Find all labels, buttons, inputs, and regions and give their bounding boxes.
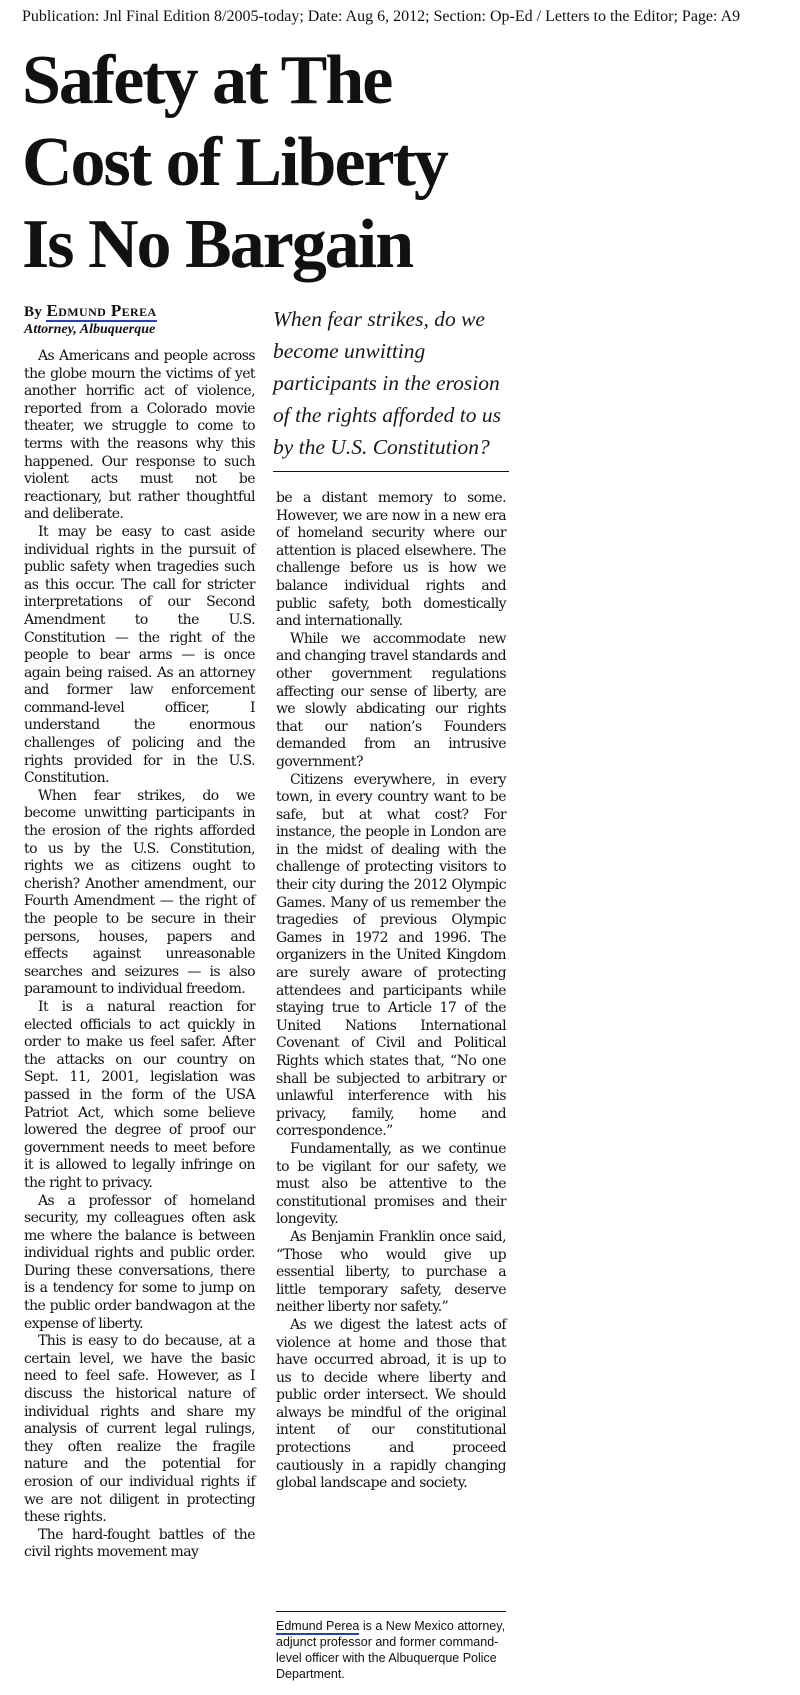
pull-quote: When fear strikes, do we become unwitting participants in the erosion of the rights afforded to us by the U.S. Constitution? <box>273 303 509 472</box>
paragraph: Citizens everywhere, in every town, in every country want to be safe, but at what cost? For instance, the people in London are in the midst of dealing with the challenge of protecting visitors to their city during the 2012 Olympic Games. Many of us remember the tragedies of previous Olympic Games in 1972 and 1996. The organizers in the United Kingdom are surely aware of protecting attendees and participants while staying true to Article 17 of the United Nations International Covenant of Civil and Political Rights which states that, “No one shall be subjected to arbitrary or unlawful interference with his privacy, family, home and correspondence.” <box>276 771 506 1140</box>
paragraph: As a professor of homeland security, my colleagues often ask me where the balance is between individual rights and public order. During these conversations, there is a tendency for some to jump on the public order bandwagon at the expense of liberty. <box>24 1192 255 1332</box>
headline-line-1: Safety at The <box>22 42 392 119</box>
headline-line-3: Is No Bargain <box>22 206 413 283</box>
paragraph: As we digest the latest acts of violence at home and those that have occurred abroad, it is up to us to decide where liberty and public order intersect. We should always be mindful of the original intent of our constitutional protections and proceed cautiously in a rapidly changing global landscape and society. <box>276 1316 506 1492</box>
byline <box>24 301 254 338</box>
article-column-1 <box>24 348 255 1562</box>
author-name: Edmund Perea <box>46 301 157 320</box>
paragraph: It may be easy to cast aside individual rights in the pursuit of public safety when tragedies such as this occur. The call for stricter interpretations of our Second Amendment to the U.S. Constitution — the right of the people to bear arms — is once again being raised. As an attorney and former law enforcement command-level officer, I understand the enormous challenges of policing and the rights provided for in the U.S. Constitution. <box>24 523 255 787</box>
paragraph: The hard-fought battles of the civil rights movement may <box>24 1526 255 1561</box>
headline-line-2: Cost of Liberty <box>22 124 447 201</box>
headline <box>22 40 622 286</box>
paragraph: When fear strikes, do we become unwitting participants in the erosion of the rights afforded to us by the U.S. Constitution, rights we as citizens ought to cherish? Another amendment, our Fourth Amendment — the right of the people to be secure in their persons, houses, papers and effects against unreasonable searches and seizures — is also paramount to individual freedom. <box>24 787 255 998</box>
paragraph: While we accommodate new and changing travel standards and other government regulations affecting our sense of liberty, are we slowly abdicating our rights that our nation’s Founders demanded from an intrusive government? <box>276 630 506 770</box>
publication-info: Publication: Jnl Final Edition 8/2005-today; Date: Aug 6, 2012; Section: Op-Ed / Letters to the Editor; Page: A9 <box>22 8 741 25</box>
paragraph: As Benjamin Franklin once said, “Those who would give up essential liberty, to purchase a little temporary safety, deserve neither liberty nor safety.” <box>276 1228 506 1316</box>
paragraph-continued: be a distant memory to some. However, we are now in a new era of homeland security where our attention is placed elsewhere. The challenge before us is how we balance individual rights and public safety, both domestically and internationally. <box>276 490 506 630</box>
byline-author <box>24 301 254 321</box>
bio-text: is a New Mexico attorney, adjunct professor and former command-level officer with the Albuquerque Police Department. <box>276 1619 506 1681</box>
paragraph: This is easy to do because, at a certain level, we have the basic need to feel safe. However, as I discuss the historical nature of individual rights and share my analysis of current legal rulings, they often realize the fragile nature and the potential for erosion of our individual rights if we are not diligent in protecting these rights. <box>24 1333 255 1526</box>
byline-by: By <box>24 304 43 320</box>
paragraph: As Americans and people across the globe mourn the victims of yet another horrific act of violence, reported from a Colorado movie theater, we struggle to come to terms with the reasons why this happened. Our response to such violent acts must not be reactionary, but rather thoughtful and deliberate. <box>24 348 255 523</box>
paragraph: Fundamentally, as we continue to be vigilant for our safety, we must also be attentive to the constitutional promises and their longevity. <box>276 1140 506 1228</box>
paragraph: It is a natural reaction for elected officials to act quickly in order to make us feel safer. After the attacks on our country on Sept. 11, 2001, legislation was passed in the form of the USA Patriot Act, which some believe lowered the degree of proof our government needs to meet before it is allowed to legally infringe on the right to privacy. <box>24 998 255 1191</box>
bio-author-name: Edmund Perea <box>276 1619 360 1633</box>
author-bio <box>276 1611 506 1682</box>
author-title: Attorney, Albuquerque <box>24 322 156 337</box>
article-column-2 <box>276 490 506 1493</box>
